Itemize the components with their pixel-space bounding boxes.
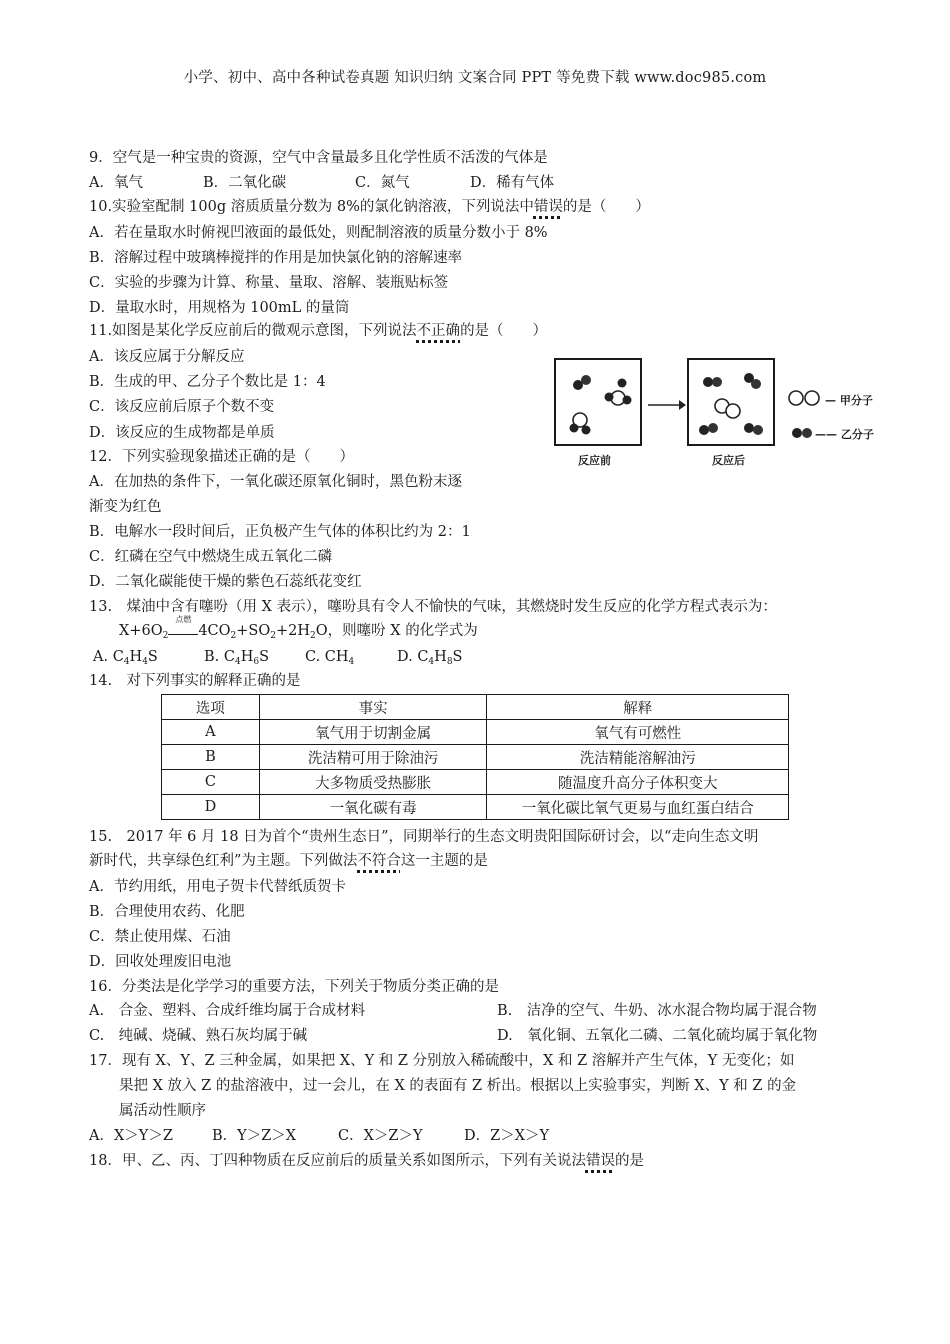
q11-option-c: C．该反应前后原子个数不变 xyxy=(89,399,275,415)
q11-stem-part2: 的是（ ） xyxy=(460,323,548,339)
compound-side-atom xyxy=(623,396,632,405)
q10-option-a: A．若在量取水时俯视凹液面的最低处，则配制溶液的质量分数小于 8% xyxy=(89,225,548,241)
q17-stem-line3: 属活动性顺序 xyxy=(119,1103,206,1119)
yi-legend-text: 乙分子 xyxy=(840,428,874,441)
q13-equation xyxy=(119,615,478,641)
table-header-row xyxy=(162,695,789,720)
q10-stem xyxy=(89,197,650,217)
table-cell: B xyxy=(162,745,260,770)
q15-option-b: B．合理使用农药、化肥 xyxy=(89,904,245,920)
page-header: 小学、初中、高中各种试卷真题 知识归纳 文案合同 PPT 等免费下载 www.doc985.com xyxy=(183,70,767,86)
eq-product-h2o: +2H xyxy=(276,623,311,639)
table-cell: A xyxy=(162,720,260,745)
eq-condition-text: 点燃 xyxy=(175,615,192,624)
table-cell: C xyxy=(162,770,260,795)
q17-option-a: A．X＞Y＞Z xyxy=(89,1128,173,1144)
eq-product-so2: +SO xyxy=(236,623,271,639)
q12-option-d: D．二氧化碳能使干燥的紫色石蕊纸花变红 xyxy=(89,574,362,590)
q16-stem: 16．分类法是化学学习的重要方法，下列关于物质分类正确的是 xyxy=(89,979,499,995)
after-label: 反应后 xyxy=(712,454,745,467)
q10-option-d: D．量取水时，用规格为 100mL 的量筒 xyxy=(89,300,350,316)
q11-stem-part1: 11.如图是某化学反应前后的微观示意图，下列说法 xyxy=(89,323,417,339)
q15-stem-line1: 15. 2017 年 6 月 18 日为首个“贵州生态日”，同期举行的生态文明贵阳国际研讨会，以“走向生态文明 xyxy=(89,829,759,845)
compound-side-atom xyxy=(582,426,591,435)
facts-table xyxy=(161,694,789,820)
q12-option-c: C．红磷在空气中燃烧生成五氧化二磷 xyxy=(89,549,333,565)
q11-option-d: D．该反应的生成物都是单质 xyxy=(89,425,275,441)
yi-molecule-atom xyxy=(699,425,709,435)
q11-option-b: B．生成的甲、乙分子个数比是 1：4 xyxy=(89,374,326,390)
q9-stem: 9．空气是一种宝贵的资源，空气中含量最多且化学性质不活泼的气体是 xyxy=(89,150,548,166)
q16-option-c: C. 纯碱、烧碱、熟石灰均属于碱 xyxy=(89,1028,308,1044)
q9-option-d: D．稀有气体 xyxy=(470,175,555,191)
q18-stem-part1: 18．甲、乙、丙、丁四种物质在反应前后的质量关系如图所示，下列有关说法 xyxy=(89,1153,586,1169)
q12-stem: 12．下列实验现象描述正确的是（ ） xyxy=(89,449,354,465)
yi-molecule-atom xyxy=(753,425,763,435)
q15-option-c: C．禁止使用煤、石油 xyxy=(89,929,231,945)
before-molecules xyxy=(556,360,640,444)
table-cell: 随温度升高分子体积变大 xyxy=(487,770,789,795)
eq-sub: 2 xyxy=(310,631,316,641)
q11-stem-emphasis: 不正确 xyxy=(416,323,461,339)
q10-option-b: B．溶解过程中玻璃棒搅拌的作用是加快氯化钠的溶解速率 xyxy=(89,250,463,266)
before-box xyxy=(554,358,642,446)
compound-side-atom xyxy=(605,393,614,402)
q11-stem xyxy=(89,321,547,341)
q17-stem-line2: 果把 X 放入 Z 的盐溶液中，过一会儿，在 X 的表面有 Z 析出。根据以上实验事实，判断 X、Y 和 Z 的金 xyxy=(119,1078,797,1094)
table-cell: 洗洁精可用于除油污 xyxy=(259,745,487,770)
q15-stem-part2: 这一主题的是 xyxy=(400,853,488,869)
q15-stem-line2 xyxy=(89,851,488,871)
eq-tail: O，则噻吩 X 的化学式为 xyxy=(315,623,478,639)
table-cell: D xyxy=(162,795,260,820)
yi-legend-label: —— 乙分子 xyxy=(815,428,874,441)
after-box xyxy=(687,358,775,446)
q15-stem-emphasis: 不符合 xyxy=(357,853,401,869)
compound-side-atom xyxy=(570,424,579,433)
eq-product-co2: 4CO xyxy=(198,623,231,639)
q10-stem-part2: 的是（ ） xyxy=(562,199,650,215)
q18-stem-part2: 的是 xyxy=(614,1153,644,1169)
table-row xyxy=(162,745,789,770)
eq-reactants: X+6O xyxy=(119,623,163,639)
after-molecules xyxy=(689,360,773,444)
jia-molecule-atom xyxy=(726,404,740,418)
table-cell: 大多物质受热膨胀 xyxy=(259,770,487,795)
reaction-arrow-icon xyxy=(648,399,686,411)
yi-molecule-atom xyxy=(618,379,627,388)
header-fact: 事实 xyxy=(259,695,487,720)
q10-stem-emphasis: 错误 xyxy=(533,199,563,215)
q9-option-b: B．二氧化碳 xyxy=(203,175,287,191)
before-label: 反应前 xyxy=(578,454,611,467)
eq-sub: 2 xyxy=(162,631,169,641)
table-cell: 一氧化碳有毒 xyxy=(259,795,487,820)
q9-option-a: A．氧气 xyxy=(89,175,143,191)
q11-option-a: A．该反应属于分解反应 xyxy=(89,349,245,365)
q15-option-a: A．节约用纸，用电子贺卡代替纸质贺卡 xyxy=(89,879,346,895)
q17-option-b: B．Y＞Z＞X xyxy=(212,1128,297,1144)
table-row xyxy=(162,720,789,745)
q14-stem: 14. 对下列事实的解释正确的是 xyxy=(89,673,301,689)
eq-condition xyxy=(168,615,198,635)
q10-option-c: C．实验的步骤为计算、称量、量取、溶解、装瓶贴标签 xyxy=(89,275,449,291)
header-explanation: 解释 xyxy=(487,695,789,720)
yi-molecule-atom xyxy=(708,423,718,433)
q16-option-d: D. 氧化铜、五氧化二磷、二氧化硫均属于氧化物 xyxy=(497,1028,818,1044)
table-cell: 氧气用于切割金属 xyxy=(259,720,487,745)
table-cell: 一氧化碳比氧气更易与血红蛋白结合 xyxy=(487,795,789,820)
table-row xyxy=(162,770,789,795)
q16-option-a: A. 合金、塑料、合成纤维均属于合成材料 xyxy=(89,1003,366,1019)
q13-option-b: B. $C_4H_6S$ xyxy=(204,649,270,667)
q10-stem-part1: 10.实验室配制 100g 溶质质量分数为 8%的氯化钠溶液，下列说法中 xyxy=(89,199,534,215)
jia-legend-icon xyxy=(787,389,825,407)
q17-stem-line1: 17．现有 X、Y、Z 三种金属，如果把 X、Y 和 Z 分别放入稀硫酸中，X 和 Z 溶解并产生气体，Y 无变化；如 xyxy=(89,1053,795,1069)
q16-option-b: B. 洁净的空气、牛奶、冰水混合物均属于混合物 xyxy=(497,1003,817,1019)
yi-molecule-atom xyxy=(712,377,722,387)
q15-option-d: D．回收处理废旧电池 xyxy=(89,954,232,970)
jia-legend-text: 甲分子 xyxy=(839,394,873,407)
q12-option-b: B．电解水一段时间后，正负极产生气体的体积比约为 2：1 xyxy=(89,524,471,540)
reaction-diagram xyxy=(551,357,885,469)
q9-option-c: C．氮气 xyxy=(355,175,410,191)
q13-option-c: C. $CH_4$ xyxy=(305,649,355,667)
q12-option-a-cont: 渐变为红色 xyxy=(89,499,162,515)
q15-stem-part1: 新时代，共享绿色红利”为主题。下列做法 xyxy=(89,853,358,869)
yi-molecule-atom xyxy=(703,377,713,387)
q17-option-d: D．Z＞X＞Y xyxy=(464,1128,550,1144)
table-row xyxy=(162,795,789,820)
table-cell: 氧气有可燃性 xyxy=(487,720,789,745)
yi-molecule-atom xyxy=(744,423,754,433)
yi-molecule-atom xyxy=(581,375,591,385)
q18-stem xyxy=(89,1151,644,1171)
header-option: 选项 xyxy=(162,695,260,720)
eq-sub: 2 xyxy=(270,631,276,641)
yi-molecule-atom xyxy=(751,379,761,389)
q17-option-c: C．X＞Z＞Y xyxy=(338,1128,423,1144)
eq-sub: 2 xyxy=(230,631,237,641)
q13-option-a: A. $C_4H_4S$ xyxy=(93,649,158,667)
table-cell: 洗洁精能溶解油污 xyxy=(487,745,789,770)
q18-stem-emphasis: 错误 xyxy=(585,1153,615,1169)
jia-legend-label: — 甲分子 xyxy=(825,394,873,407)
q12-option-a: A．在加热的条件下，一氧化碳还原氧化铜时，黑色粉末逐 xyxy=(89,474,462,490)
q13-stem: 13. 煤油中含有噻吩（用 X 表示），噻吩具有令人不愉快的气味，其燃烧时发生反应的化学方程式表示为： xyxy=(89,599,777,615)
q13-option-d: D. $C_4H_8S$ xyxy=(397,649,463,667)
